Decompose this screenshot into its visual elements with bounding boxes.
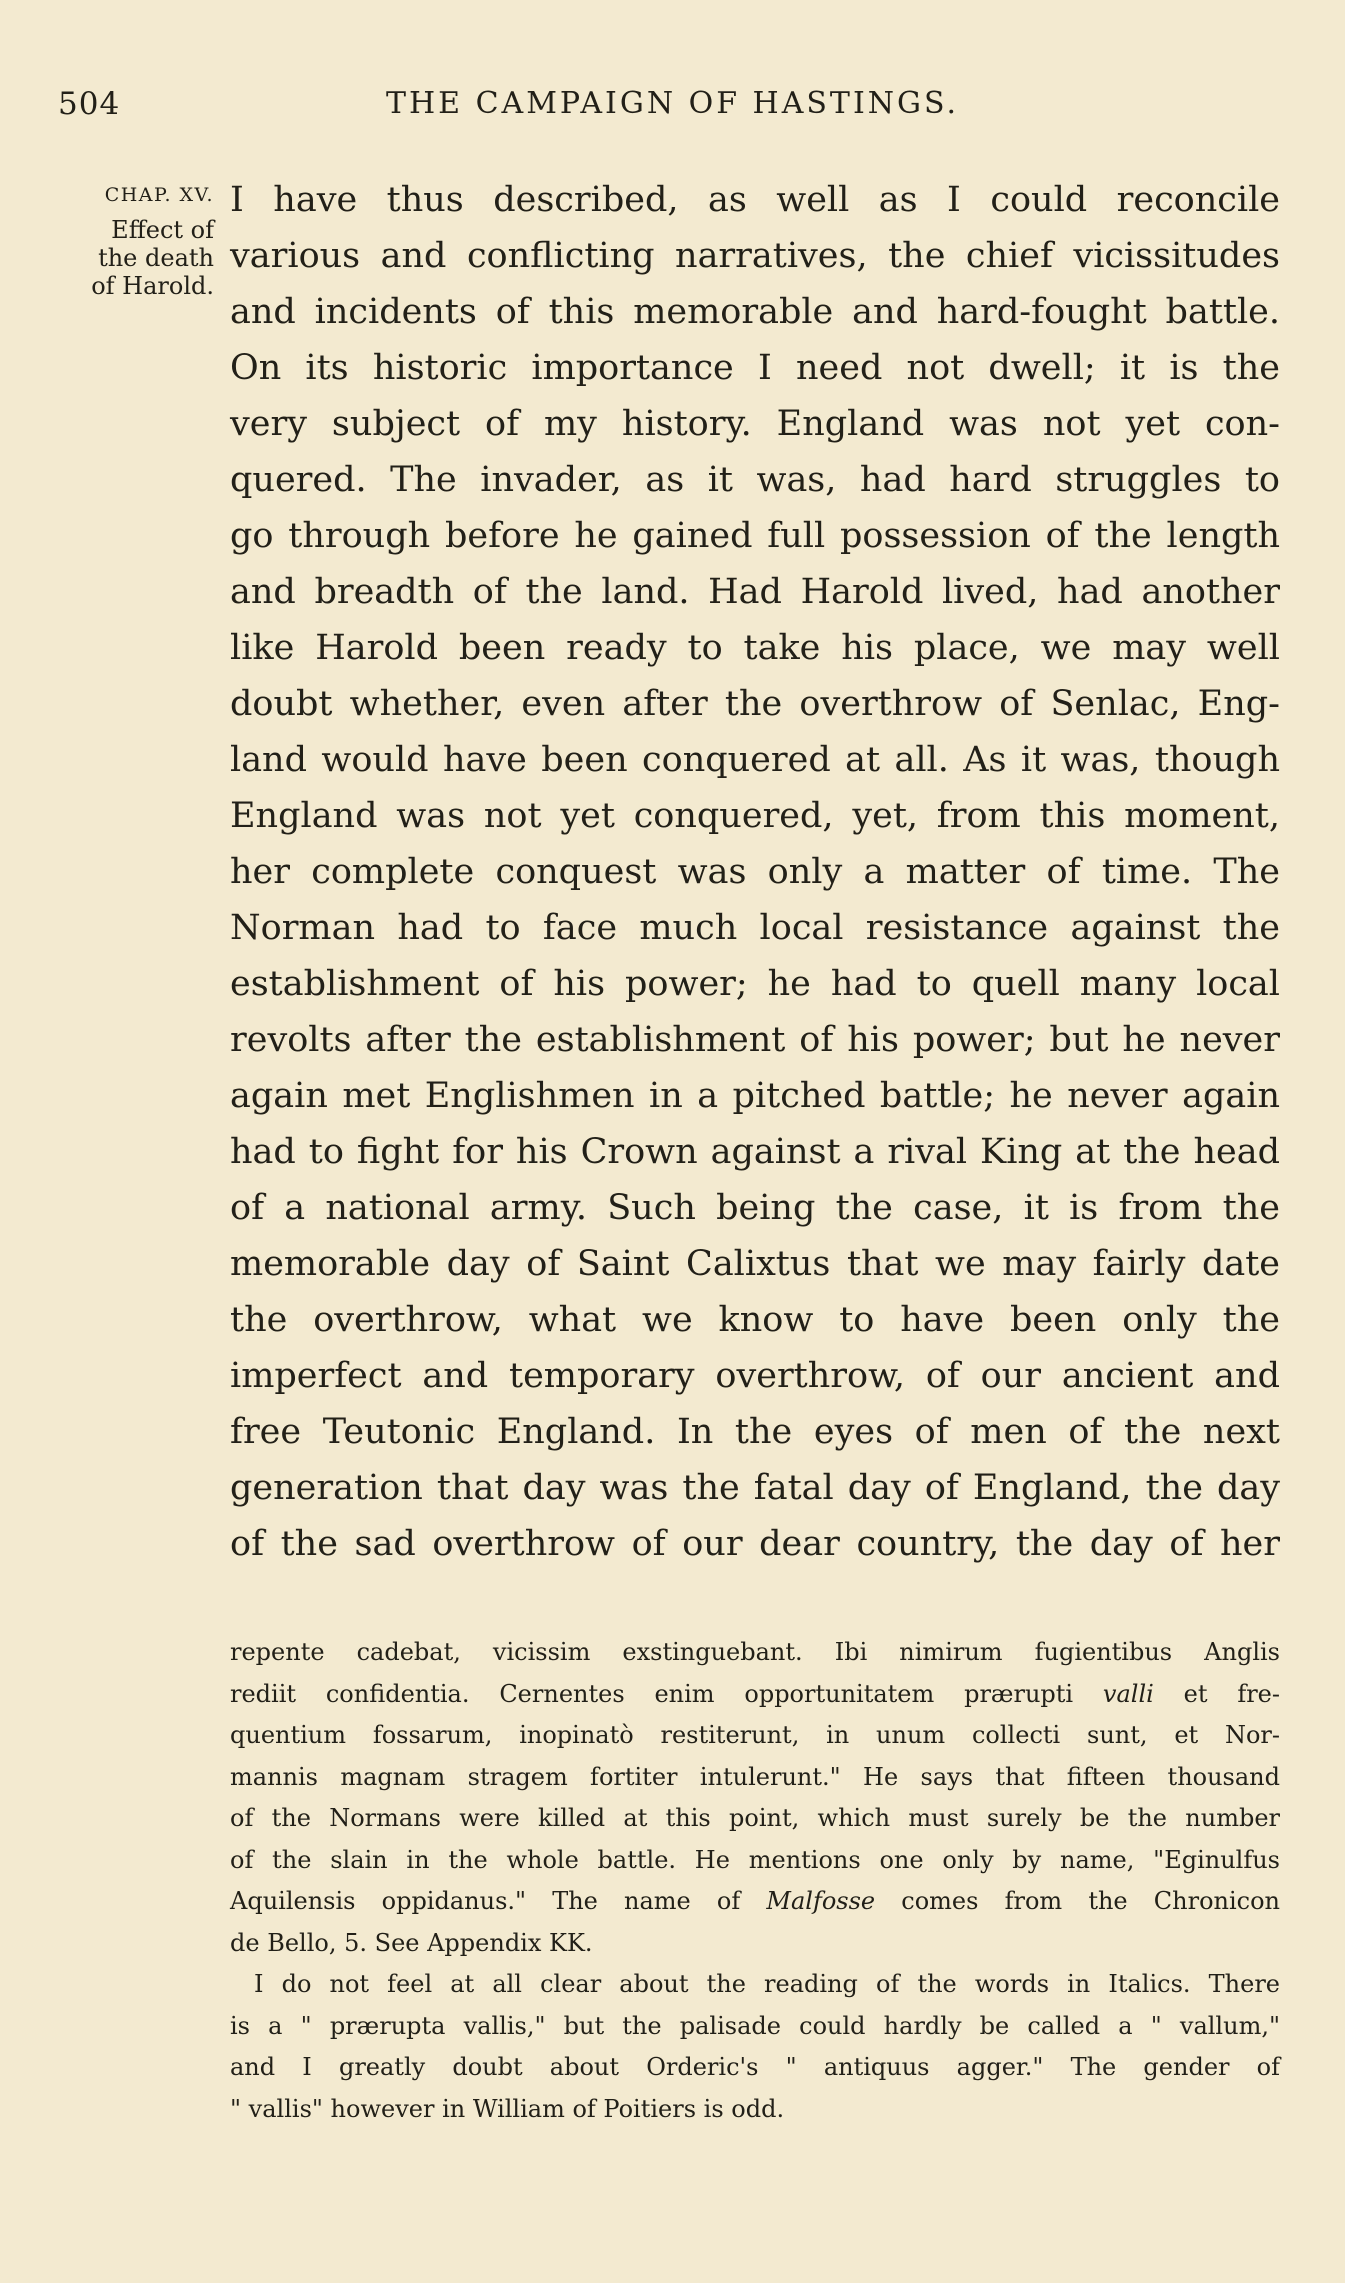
footnote-line	[230, 1674, 1280, 1716]
footnote-text: Aquilensis oppidanus." The name of	[230, 1887, 767, 1915]
body-line: had to fight for his Crown against a rival King at the head	[230, 1132, 1280, 1172]
body-line: quered. The invader, as it was, had hard struggles to	[230, 460, 1280, 500]
footnote-text: rediit confidentia. Cernentes enim opportunitatem prærupti	[230, 1679, 1103, 1708]
footnote2-line: " vallis" however in William of Poitiers is odd.	[230, 2094, 785, 2123]
footnote-italic: valli	[1102, 1679, 1154, 1708]
body-line: of the sad overthrow of our dear country, the day of her	[230, 1524, 1280, 1564]
body-line: land would have been conquered at all. As it was, though	[230, 740, 1280, 780]
footnote-line	[230, 1881, 1280, 1923]
footnote-italic: Malfosse	[766, 1887, 876, 1915]
footnote-text: comes from the Chronicon	[875, 1887, 1280, 1915]
body-line: and incidents of this memorable and hard-fought battle.	[230, 292, 1280, 332]
body-line: generation that day was the fatal day of England, the day	[230, 1468, 1280, 1508]
body-line: again met Englishmen in a pitched battle; he never again	[230, 1076, 1280, 1116]
body-line: free Teutonic England. In the eyes of men of the next	[230, 1412, 1280, 1452]
body-line: like Harold been ready to take his place, we may well	[230, 628, 1280, 668]
sidenote	[52, 216, 224, 300]
footnote-line	[230, 1757, 1280, 1799]
body-line: Norman had to face much local resistance against the	[230, 908, 1280, 948]
footnote-text: de Bello, 5. See Appendix KK.	[230, 1928, 593, 1957]
body-line: establishment of his power; he had to quell many local	[230, 964, 1280, 1004]
footnote2-line: is a " prærupta vallis," but the palisade could hardly be called a " vallum,"	[230, 2011, 1280, 2040]
footnote2-line: I do not feel at all clear about the reading of the words in Italics. There	[254, 1970, 1280, 1998]
footnote-line	[230, 1798, 1280, 1840]
body-line: doubt whether, even after the overthrow of Senlac, Eng-	[230, 684, 1280, 724]
body-line: imperfect and temporary overthrow, of our ancient and	[230, 1356, 1280, 1396]
body-line: of a national army. Such being the case, it is from the	[230, 1188, 1280, 1228]
footnote-text: of the slain in the whole battle. He mentions one only by name, "Eginulfus	[230, 1845, 1280, 1874]
footnote-line	[230, 1840, 1280, 1882]
footnote-line	[230, 1715, 1280, 1757]
body-line: very subject of my history. England was not yet con-	[230, 404, 1280, 444]
body-line: go through before he gained full possession of the length	[230, 516, 1280, 556]
body-line: I have thus described, as well as I could reconcile	[230, 180, 1280, 220]
footnote-text: quentium fossarum, inopinatò restiterunt, in unum collecti sunt, et Nor-	[230, 1721, 1280, 1749]
sidenote-line: Effect of	[111, 216, 214, 244]
body-line: memorable day of Saint Calixtus that we may fairly date	[230, 1244, 1280, 1284]
chapter-label: CHAP. XV.	[104, 184, 214, 206]
page-header	[0, 80, 1345, 130]
footnote2-line: and I greatly doubt about Orderic's " antiquus agger." The gender of	[230, 2053, 1280, 2081]
footnote-text: of the Normans were killed at this point, which must surely be the number	[230, 1804, 1280, 1832]
body-line: revolts after the establishment of his power; but he never	[230, 1020, 1280, 1060]
body-line: her complete conquest was only a matter of time. The	[230, 852, 1280, 892]
body-line: On its historic importance I need not dwell; it is the	[230, 348, 1280, 388]
body-line: and breadth of the land. Had Harold lived, had another	[230, 572, 1280, 612]
page-number: 504	[58, 86, 121, 122]
body-text	[230, 172, 1280, 1572]
sidenote-line: the death	[98, 244, 214, 272]
body-line: England was not yet conquered, yet, from this moment,	[230, 796, 1280, 836]
footnote-text: mannis magnam stragem fortiter intulerunt." He says that fifteen thousand	[230, 1762, 1280, 1791]
footnotes	[230, 1632, 1280, 2130]
body-line: various and conflicting narratives, the chief vicissitudes	[230, 236, 1280, 276]
running-title: THE CAMPAIGN OF HASTINGS.	[385, 86, 960, 121]
margin-notes	[52, 184, 224, 300]
footnote-line	[230, 1632, 1280, 1674]
footnote-text: repente cadebat, vicissim exstinguebant. Ibi nimirum fugientibus Anglis	[230, 1638, 1280, 1666]
footnote-text: et fre-	[1153, 1679, 1280, 1708]
footnote-line	[230, 1923, 1280, 1965]
body-line: the overthrow, what we know to have been only the	[230, 1300, 1280, 1340]
sidenote-line: of Harold.	[91, 272, 214, 300]
